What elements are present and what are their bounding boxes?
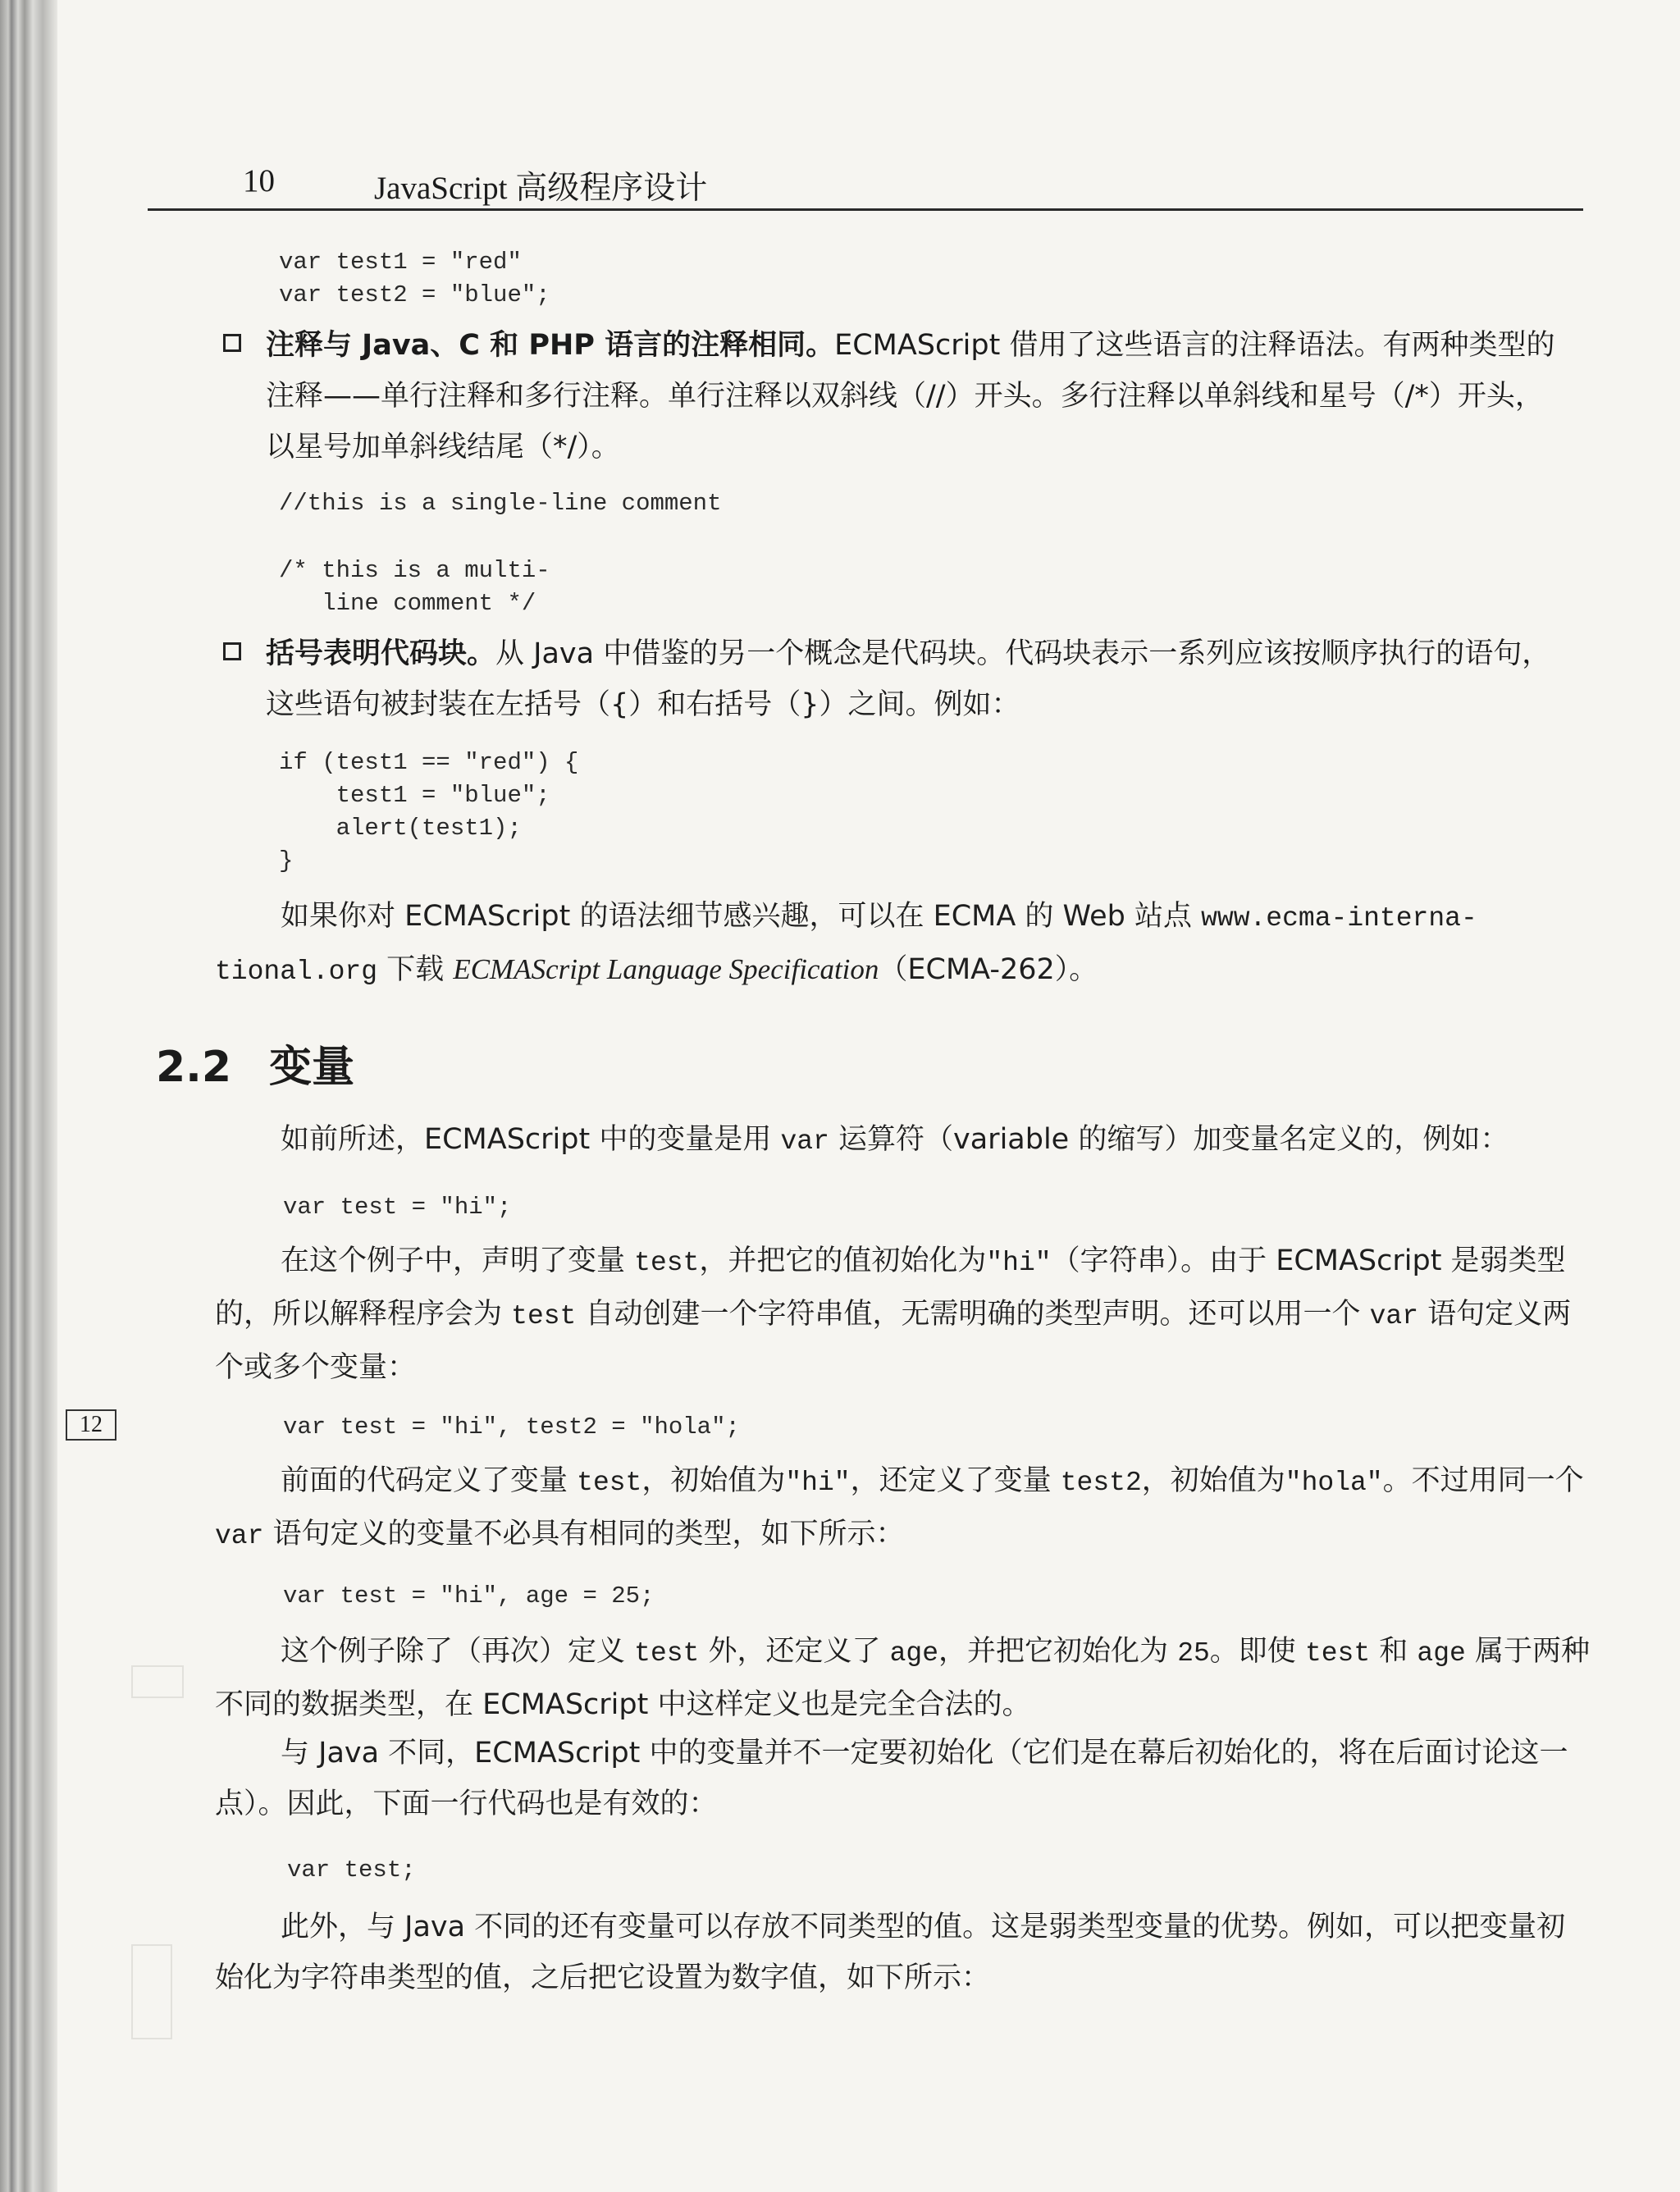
ecma-url-cont: tional.org	[215, 957, 378, 987]
inline-code: age	[889, 1638, 939, 1669]
note-paragraph	[215, 891, 1593, 998]
text: 自动创建一个字符串值，无需明确的类型声明。还可以用一个	[576, 1298, 1370, 1331]
text: 和	[1370, 1635, 1418, 1668]
inline-code: var	[780, 1126, 829, 1157]
book-spine	[0, 0, 57, 2192]
inline-code: test	[1304, 1638, 1371, 1669]
paragraph	[215, 1235, 1593, 1393]
book-title: JavaScript 高级程序设计	[374, 171, 708, 206]
paragraph	[215, 1626, 1593, 1730]
text: 如前所述，ECMAScript 中的变量是用	[281, 1123, 781, 1156]
bullet-text: ECMAScript 借用了这些语言的注释语法。有两种类型的注释——单行注释和多行注释。单行注释以双斜线（//）开头。多行注释以单斜线和星号（/*）开头，以星号加单斜线结尾（*/）。	[266, 329, 1555, 464]
inline-code: "hola"	[1285, 1468, 1383, 1498]
paragraph: 此外，与 Java 不同的还有变量可以存放不同类型的值。这是弱类型变量的优势。例如，可以把变量初始化为字符串类型的值，之后把它设置为数字值，如下所示：	[215, 1911, 1566, 1994]
code-var-hi: var test = "hi";	[283, 1194, 512, 1221]
inline-code: test	[634, 1248, 700, 1278]
text: 属于两种不同的数据类型，在 ECMAScript 中这样定义也是完全合法的。	[215, 1635, 1590, 1721]
text: 语句定义的变量不必具有相同的类型，如下所示：	[263, 1518, 905, 1550]
code-var-age: var test = "hi", age = 25;	[283, 1582, 655, 1610]
bullet-lead: 注释与 Java、C 和 PHP 语言的注释相同。	[266, 329, 835, 362]
text: ，并把它初始化为	[938, 1635, 1178, 1668]
checkbox-bullet-icon	[223, 642, 241, 660]
text: 在这个例子中，声明了变量	[281, 1244, 635, 1277]
inline-code: var	[1369, 1301, 1419, 1331]
code-single-comment: //this is a single-line comment	[279, 490, 722, 517]
text: ，并把它的值初始化为	[699, 1244, 987, 1277]
section-title: 变量	[269, 1043, 355, 1092]
bullet-text: 从 Java 中借鉴的另一个概念是代码块。代码块表示一系列应该按顺序执行的语句，这些语句被封装在左括号（{）和右括号（}）之间。例如：	[266, 637, 1551, 721]
bullet-lead: 括号表明代码块。	[266, 637, 496, 670]
code-var-test: var test;	[287, 1856, 416, 1884]
bullet-comments	[223, 320, 1568, 473]
text: 。不过用同一个	[1382, 1464, 1584, 1497]
note-text: 如果你对 ECMAScript 的语法细节感兴趣，可以在 ECMA 的 Web 站点	[281, 900, 1202, 933]
ghost-margin-box	[131, 1944, 172, 2039]
code-multi-comment: /* this is a multi- line comment */	[279, 557, 550, 617]
inline-code: test	[634, 1638, 700, 1669]
checkbox-bullet-icon	[223, 334, 241, 352]
text: 语句定义两个或多个变量：	[215, 1298, 1572, 1384]
inline-code: test	[511, 1301, 577, 1331]
page-number: 10	[243, 163, 275, 199]
code-var-hola: var test = "hi", test2 = "hola";	[283, 1413, 740, 1441]
text: ，还定义了变量	[850, 1464, 1061, 1497]
text: ，初始值为	[641, 1464, 786, 1497]
text: （字符串）。由于 ECMAScript 是弱类型的，所以解释程序会为	[215, 1244, 1566, 1331]
section-number: 2.2	[156, 1043, 232, 1092]
inline-code: age	[1417, 1638, 1466, 1669]
paragraph	[215, 1114, 1593, 1167]
text: 外，还定义了	[699, 1635, 890, 1668]
inline-code: "hi"	[785, 1468, 851, 1498]
original-page-ref: 12	[66, 1409, 116, 1441]
ecma-url: www.ecma-interna-	[1201, 903, 1477, 934]
paragraph: 与 Java 不同，ECMAScript 中的变量并不一定要初始化（它们是在幕后初始化的，将在后面讨论这一点）。因此，下面一行代码也是有效的：	[215, 1737, 1568, 1820]
inline-code: test2	[1060, 1468, 1142, 1498]
text: ，初始值为	[1141, 1464, 1285, 1497]
note-text: 下载	[377, 953, 454, 986]
page-header	[148, 162, 1583, 211]
text: 。即使	[1209, 1635, 1305, 1668]
inline-code: var	[215, 1521, 264, 1551]
ghost-margin-box	[131, 1665, 184, 1698]
code-if-block: if (test1 == "red") { test1 = "blue"; alert(test1); }	[279, 749, 579, 875]
inline-code: "hi"	[986, 1248, 1052, 1278]
spec-title: ECMAScript Language Specification	[453, 953, 879, 985]
inline-code: 25	[1177, 1638, 1210, 1669]
inline-code: test	[577, 1468, 642, 1498]
paragraph	[215, 1455, 1593, 1562]
text: 前面的代码定义了变量	[281, 1464, 578, 1497]
note-text: （ECMA-262）。	[879, 953, 1098, 986]
section-heading	[156, 1032, 354, 1094]
code-block-vars: var test1 = "red" var test2 = "blue";	[279, 249, 550, 308]
text: 运算符（variable 的缩写）加变量名定义的，例如：	[829, 1123, 1509, 1156]
text: 这个例子除了（再次）定义	[281, 1635, 635, 1668]
bullet-braces	[223, 628, 1568, 730]
